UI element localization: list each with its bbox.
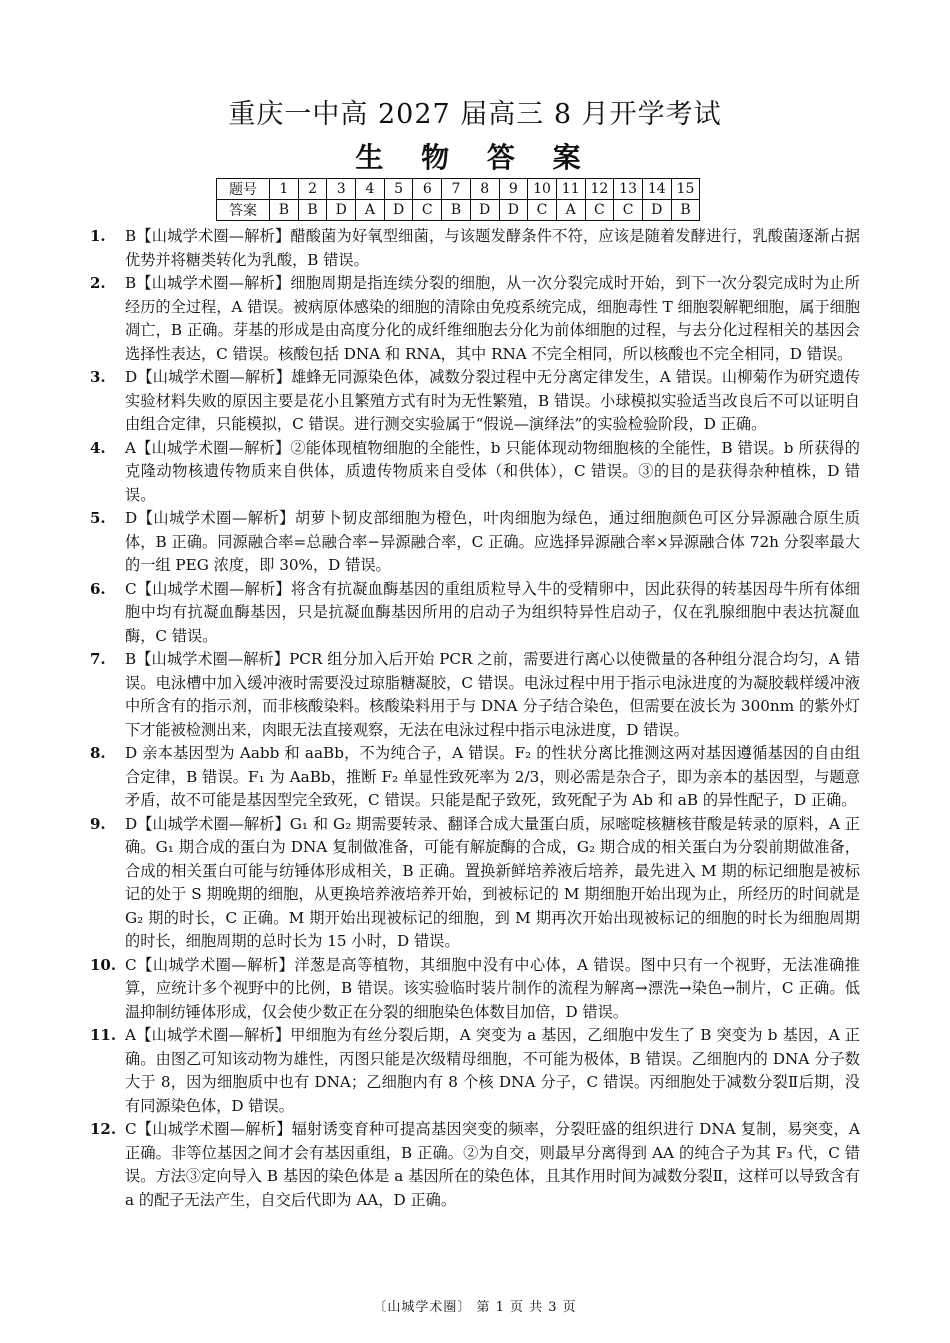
question-number-cell: 1	[270, 179, 299, 200]
item-text: D【山城学术圈—解析】雄蜂无同源染色体，减数分裂过程中无分离定律发生，A 错误。山柳菊作为研究遗传实验材料失败的原因主要是花小且繁殖方式有时为无性繁殖，B 错误。小球模拟实验适当改良后不可以证明自由组合定律，只能模拟，C 错误。进行测交实验属于“假说—演绎法”的实验检验阶段，D 正确。	[125, 368, 860, 433]
item-number: 11.	[90, 1026, 117, 1044]
item-number: 4.	[90, 438, 106, 457]
item-text: C【山城学术圈—解析】洋葱是高等植物，其细胞中没有中心体，A 错误。图中只有一个视野，无法准确推算，应统计多个视野中的比例，B 错误。该实验临时装片制作的流程为解离→漂洗→染色→制片，C 正确。低温抑制纺锤体形成，仅会使少数正在分裂的细胞染色体数目加倍，D 错误。	[125, 955, 860, 1021]
question-number-cell: 11	[556, 179, 585, 200]
answer-cell: D	[642, 200, 671, 221]
answer-cell: A	[356, 200, 385, 221]
explanations-list	[0, 225, 950, 1212]
explanation-item	[0, 578, 950, 649]
answer-cell: A	[556, 200, 585, 221]
item-number: 3.	[90, 368, 106, 386]
question-number-cell: 6	[413, 179, 442, 200]
question-number-cell: 9	[499, 179, 528, 200]
item-number: 12.	[90, 1120, 117, 1138]
answer-cell: D	[470, 200, 499, 221]
answer-cell: C	[585, 200, 614, 221]
item-number: 9.	[90, 814, 106, 833]
question-number-row	[217, 179, 700, 200]
document-subtitle: 生 物 答 案	[355, 141, 595, 174]
question-number-cell: 15	[671, 179, 700, 200]
item-text: A【山城学术圈—解析】甲细胞为有丝分裂后期，A 突变为 a 基因，乙细胞中发生了 B 突变为 b 基因，A 正确。由图乙可知该动物为雄性，丙图只能是次级精母细胞，不可能为极体，B 错误。乙细胞内的 DNA 分子数大于 8，因为细胞质中也有 DNA；乙细胞内有 8 个核 DNA 分子，C 错误。丙细胞处于减数分裂Ⅱ后期，没有同源染色体，D 错误。	[125, 1026, 860, 1115]
answer-cell: B	[298, 200, 327, 221]
item-number: 7.	[90, 650, 106, 668]
question-number-cell: 10	[528, 179, 557, 200]
item-number: 1.	[90, 227, 106, 245]
item-number: 2.	[90, 274, 106, 292]
document-title: 重庆一中高 2027 届高三 8 月开学考试	[228, 99, 722, 130]
answer-table	[216, 178, 700, 221]
question-number-cell: 14	[642, 179, 671, 200]
question-number-cell: 3	[327, 179, 356, 200]
item-text: D 亲本基因型为 Aabb 和 aaBb，不为纯合子，A 错误。F₂ 的性状分离比推测这两对基因遵循基因的自由组合定律，B 错误。F₁ 为 AaBb，推断 F₂ 单显性致死率为 2/3，则必需是杂合子，即为亲本的基因型，与题意矛盾，故不可能是基因型完全致死，C 错误。只能是配子致死，致死配子为 Ab 和 aB 的异性配子，D 正确。	[125, 744, 860, 809]
page-footer: 〔山城学术圈〕 第 1 页 共 3 页	[373, 1300, 577, 1315]
explanation-item	[0, 272, 950, 366]
explanation-item	[0, 648, 950, 742]
answer-cell: C	[614, 200, 643, 221]
item-number: 5.	[90, 509, 106, 527]
answer-label: 答案	[217, 200, 270, 221]
explanation-item	[0, 366, 950, 437]
explanation-item	[0, 813, 950, 954]
item-number: 8.	[90, 744, 106, 762]
explanation-item	[0, 507, 950, 578]
item-number: 6.	[90, 579, 106, 598]
question-number-cell: 5	[384, 179, 413, 200]
item-text: A【山城学术圈—解析】②能体现植物细胞的全能性，b 只能体现动物细胞核的全能性，B 错误。b 所获得的克隆动物核遗传物质来自供体，质遗传物质来自受体（和供体），C 错误。③的目的是获得杂种植株，D 错误。	[125, 438, 860, 504]
explanation-item	[0, 954, 950, 1025]
answer-cell: D	[384, 200, 413, 221]
question-number-cell: 7	[442, 179, 471, 200]
question-number-cell: 4	[356, 179, 385, 200]
question-number-cell: 12	[585, 179, 614, 200]
item-number: 10.	[90, 955, 117, 974]
explanation-item	[0, 437, 950, 508]
answer-cell: D	[499, 200, 528, 221]
explanation-item	[0, 1024, 950, 1118]
item-text: B【山城学术圈—解析】PCR 组分加入后开始 PCR 之前，需要进行离心以使微量的各种组分混合均匀，A 错误。电泳槽中加入缓冲液时需要没过琼脂糖凝胶，C 错误。电泳过程中用于指示电泳进度的为凝胶载样缓冲液中所含有的指示剂，而非核酸染料。核酸染料用于与 DNA 分子结合染色，但需要在波长为 300nm 的紫外灯下才能被检测出来，肉眼无法直接观察，无法在电泳过程中指示电泳进度，D 错误。	[125, 650, 860, 739]
item-text: D【山城学术圈—解析】G₁ 和 G₂ 期需要转录、翻译合成大量蛋白质，尿嘧啶核糖核苷酸是转录的原料，A 正确。G₁ 期合成的蛋白为 DNA 复制做准备，可能有解旋酶的合成，G₂ 期合成的相关蛋白为分裂前期做准备，合成的相关蛋白可能与纺锤体形成相关，B 正确。置换新鲜培养液后培养，最先进入 M 期的标记细胞是被标记的处于 S 期晚期的细胞，从更换培养液培养开始，到被标记的 M 期细胞开始出现为止，所经历的时间就是 G₂ 期的时长，C 正确。M 期开始出现被标记的细胞，到 M 期再次开始出现被标记的细胞的时长为细胞周期的时长，细胞周期的总时长为 15 小时，D 错误。	[125, 814, 860, 950]
answer-row	[217, 200, 700, 221]
explanation-item	[0, 742, 950, 813]
answer-cell: B	[671, 200, 700, 221]
answer-cell: C	[413, 200, 442, 221]
question-number-cell: 2	[298, 179, 327, 200]
item-text: C【山城学术圈—解析】将含有抗凝血酶基因的重组质粒导入牛的受精卵中，因此获得的转基因母牛所有体细胞中均有抗凝血酶基因，只是抗凝血酶基因所用的启动子为组织特异性启动子，仅在乳腺细胞中表达抗凝血酶，C 错误。	[125, 579, 860, 645]
question-number-cell: 13	[614, 179, 643, 200]
answer-cell: B	[270, 200, 299, 221]
explanation-item	[0, 1118, 950, 1212]
explanation-item	[0, 225, 950, 272]
item-text: B【山城学术圈—解析】细胞周期是指连续分裂的细胞，从一次分裂完成时开始，到下一次分裂完成时为止所经历的全过程，A 错误。被病原体感染的细胞的清除由免疫系统完成，细胞毒性 T 细胞裂解靶细胞，属于细胞凋亡，B 正确。芽基的形成是由高度分化的成纤维细胞去分化为前体细胞的过程，与去分化过程相关的基因会选择性表达，C 错误。核酸包括 DNA 和 RNA，其中 RNA 不完全相同，所以核酸也不完全相同，D 错误。	[125, 274, 860, 363]
question-number-cell: 8	[470, 179, 499, 200]
answer-cell: C	[528, 200, 557, 221]
answer-cell: D	[327, 200, 356, 221]
item-text: B【山城学术圈—解析】醋酸菌为好氧型细菌，与该题发酵条件不符，应该是随着发酵进行，乳酸菌逐渐占据优势并将糖类转化为乳酸，B 错误。	[125, 227, 860, 269]
item-text: C【山城学术圈—解析】辐射诱变育种可提高基因突变的频率，分裂旺盛的组织进行 DNA 复制，易突变，A 正确。非等位基因之间才会有基因重组，B 正确。②为自交，则最早分离得到 AA 的纯合子为其 F₃ 代，C 错误。方法③定向导入 B 基因的染色体是 a 基因所在的染色体，且其作用时间为减数分裂Ⅱ，这样可以导致含有 a 的配子无法产生，自交后代即为 AA，D 正确。	[125, 1120, 860, 1209]
item-text: D【山城学术圈—解析】胡萝卜韧皮部细胞为橙色，叶肉细胞为绿色，通过细胞颜色可区分异源融合原生质体，B 正确。同源融合率=总融合率−异源融合率，C 正确。应选择异源融合率×异源融合体 72h 分裂率最大的一组 PEG 浓度，即 30%，D 错误。	[125, 509, 860, 574]
question-number-label: 题号	[217, 179, 270, 200]
answer-cell: B	[442, 200, 471, 221]
